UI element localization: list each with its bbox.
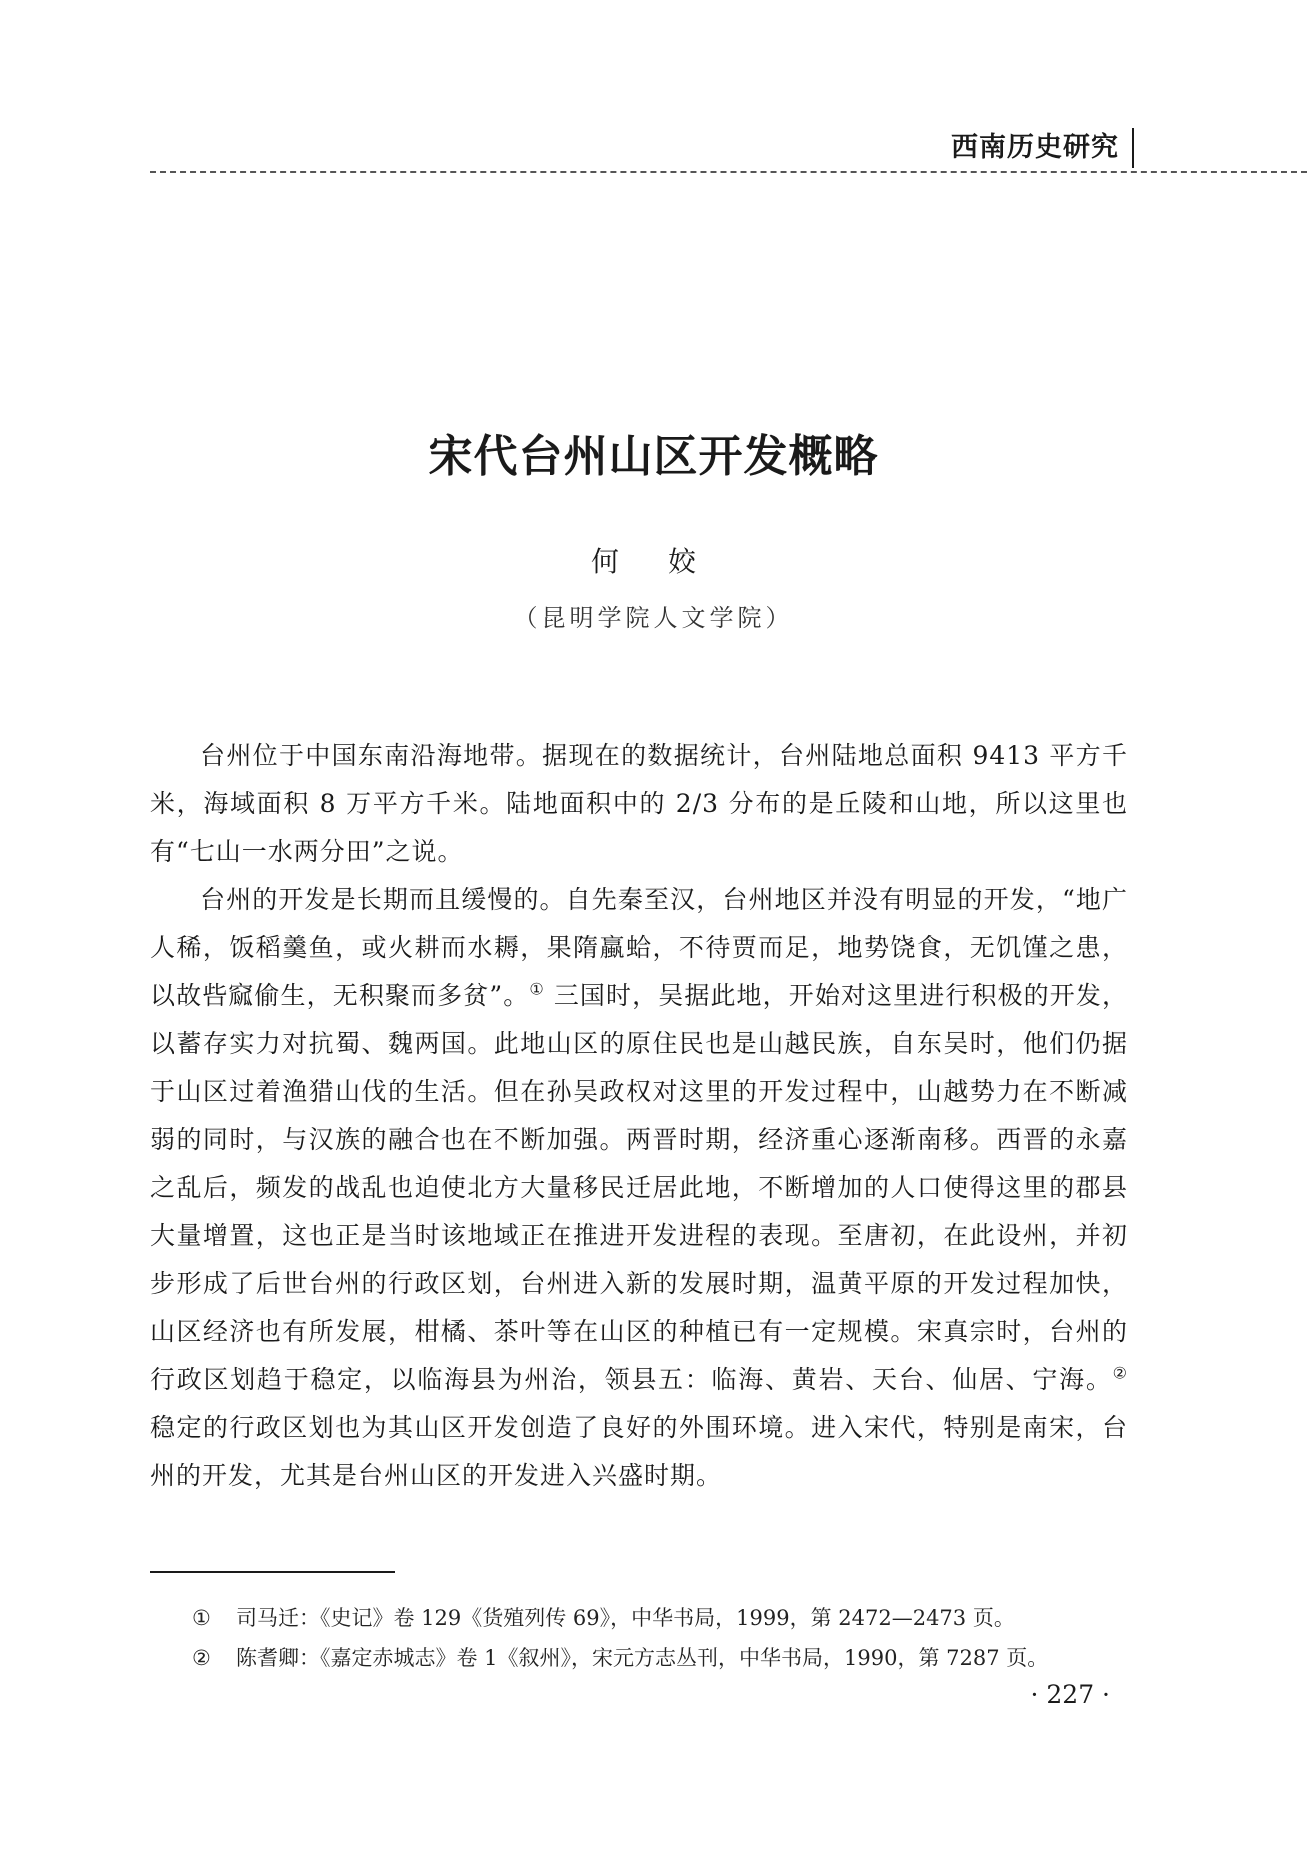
running-head xyxy=(150,128,1307,170)
header-divider-bar xyxy=(1132,128,1134,168)
paragraph-2-text-a: 台州的开发是长期而且缓慢的。自先秦至汉，台州地区并没有明显的开发，“地广人稀，饭稻羹鱼，或火耕而水耨，果隋蠃蛤，不待贾而足，地势饶食，无饥馑之患，以故呰窳偷生，无积聚而多贫”。 xyxy=(150,885,1128,1010)
footnote-2 xyxy=(150,1638,1128,1678)
author-affiliation: （昆明学院人文学院） xyxy=(513,604,794,632)
paragraph-2-text-b: 三国时，吴据此地，开始对这里进行积极的开发，以蓄存实力对抗蜀、魏两国。此地山区的原住民也是山越民族，自东吴时，他们仍据于山区过着渔猎山伐的生活。但在孙吴政权对这里的开发过程中，山越势力在不断减弱的同时，与汉族的融合也在不断加强。两晋时期，经济重心逐渐南移。西晋的永嘉之乱后，频发的战乱也迫使北方大量移民迁居此地，不断增加的人口使得这里的郡县大量增置，这也正是当时该地域正在推进开发进程的表现。至唐初，在此设州，并初步形成了后世台州的行政区划，台州进入新的发展时期，温黄平原的开发过程加快，山区经济也有所发展，柑橘、茶叶等在山区的种植已有一定规模。宋真宗时，台州的行政区划趋于稳定，以临海县为州治，领县五：临海、黄岩、天台、仙居、宁海。 xyxy=(150,981,1128,1394)
footnotes xyxy=(150,1598,1128,1678)
journal-name: 西南历史研究 xyxy=(951,132,1119,163)
footnote-mark: ② xyxy=(192,1646,211,1670)
footnote-ref-2[interactable]: ② xyxy=(1112,1363,1128,1383)
footnote-text: 陈耆卿：《嘉定赤城志》卷 1《叙州》，宋元方志丛刊，中华书局，1990，第 7287 页。 xyxy=(236,1646,1049,1670)
footnote-mark: ① xyxy=(192,1606,211,1630)
footnote-1 xyxy=(150,1598,1128,1638)
paragraph-2-text-c: 稳定的行政区划也为其山区开发创造了良好的外围环境。进入宋代，特别是南宋，台州的开发，尤其是台州山区的开发进入兴盛时期。 xyxy=(150,1413,1128,1490)
body-text xyxy=(150,732,1128,1500)
article-title: 宋代台州山区开发概略 xyxy=(428,431,879,482)
author-name: 何 姣 xyxy=(591,545,716,578)
footnote-rule xyxy=(150,1571,395,1573)
page-number: · 227 · xyxy=(1030,1680,1110,1709)
header-dashed-rule xyxy=(150,171,1307,173)
footnote-text: 司马迁：《史记》卷 129《货殖列传 69》，中华书局，1999，第 2472—2473 页。 xyxy=(236,1606,1015,1630)
footnote-ref-1[interactable]: ① xyxy=(529,979,545,999)
paragraph-2 xyxy=(150,876,1128,1500)
paragraph-1: 台州位于中国东南沿海地带。据现在的数据统计，台州陆地总面积 9413 平方千米，海域面积 8 万平方千米。陆地面积中的 2/3 分布的是丘陵和山地，所以这里也有“七山一水两分田”之说。 xyxy=(150,741,1128,866)
